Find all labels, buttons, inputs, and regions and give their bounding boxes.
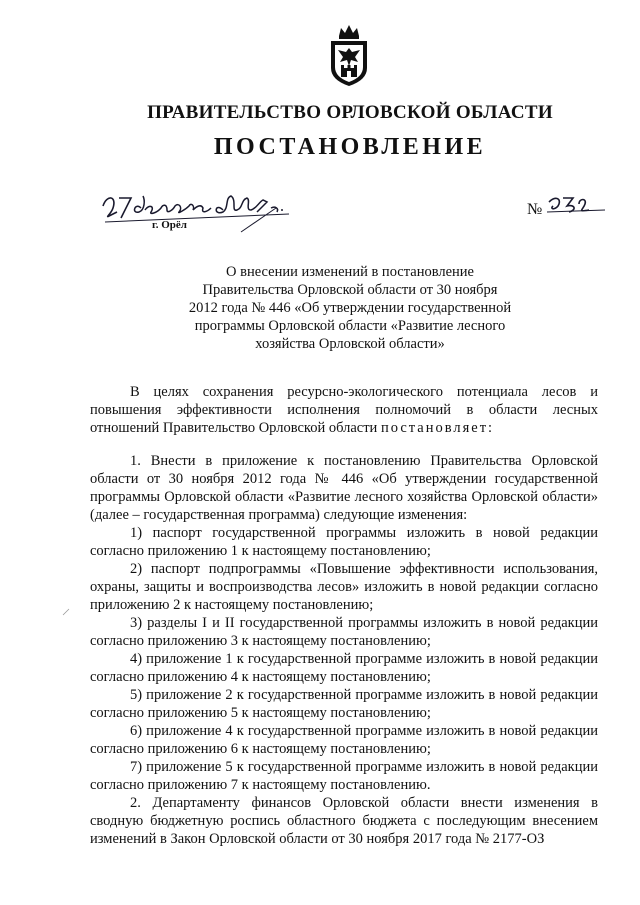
preamble-paragraph (90, 383, 598, 437)
preamble-text: В целях сохранения ресурсно-экологического потенциала лесов и повышения эффективности исполнения полномочий в области лесных отношений Правительство Орловской области (90, 384, 598, 436)
subitem-5-paragraph: 5) приложение 2 к государственной программе изложить в новой редакции согласно приложению 5 к настоящему постановлению; (90, 687, 598, 721)
item-2-paragraph: 2. Департаменту финансов Орловской области внести изменения в сводную бюджетную роспись областного бюджета с последующим внесением изменений в Закон Орловской области от 30 ноября 2017 года № 2177-ОЗ (90, 795, 598, 847)
subitem-2-paragraph: 2) паспорт подпрограммы «Повышение эффективности использования, охраны, защиты и воспроизводства лесов» изложить в новой редакции согласно приложению 2 к настоящему постановлению; (90, 561, 598, 613)
subject-line: 2012 года № 446 «Об утверждении государственной (188, 300, 512, 316)
subject-line: программы Орловской области «Развитие лесного (194, 318, 506, 334)
government-title: ПРАВИТЕЛЬСТВО ОРЛОВСКОЙ ОБЛАСТИ (147, 102, 553, 123)
subject-line: Правительства Орловской области от 30 ноября (202, 282, 498, 298)
handwritten-number (545, 192, 607, 220)
subitem-3-paragraph: 3) разделы I и II государственной программы изложить в новой редакции согласно приложению 3 к настоящему постановлению; (90, 615, 598, 649)
document-number-label: № (527, 201, 543, 218)
item-1-paragraph: 1. Внести в приложение к постановлению Правительства Орловской области от 30 ноября 2012 года № 446 «Об утверждении государственной программы Орловской области «Развитие лесного хозяйства Орловской области» (далее – государственная программа) следующие изменения: (90, 453, 598, 523)
document-type-title: ПОСТАНОВЛЕНИЕ (213, 134, 487, 160)
document-subject (150, 263, 550, 353)
coat-of-arms-emblem (327, 22, 371, 88)
subject-line: О внесении изменений в постановление (226, 264, 474, 280)
subject-line: хозяйства Орловской области» (255, 336, 445, 352)
handwritten-date (101, 188, 291, 234)
margin-mark (62, 608, 70, 616)
subitem-6-paragraph: 6) приложение 4 к государственной программе изложить в новой редакции согласно приложению 6 к настоящему постановлению; (90, 723, 598, 757)
subitem-7-paragraph: 7) приложение 5 к государственной программе изложить в новой редакции согласно приложению 7 к настоящему постановлению. (90, 759, 598, 793)
document-body (90, 383, 598, 848)
subitem-4-paragraph: 4) приложение 1 к государственной программе изложить в новой редакции согласно приложению 4 к настоящему постановлению; (90, 651, 598, 685)
city-label: г. Орёл (152, 219, 187, 231)
subitem-1-paragraph: 1) паспорт государственной программы изложить в новой редакции согласно приложению 1 к настоящему постановлению; (90, 525, 598, 559)
preamble-verb: постановляет: (380, 420, 495, 436)
